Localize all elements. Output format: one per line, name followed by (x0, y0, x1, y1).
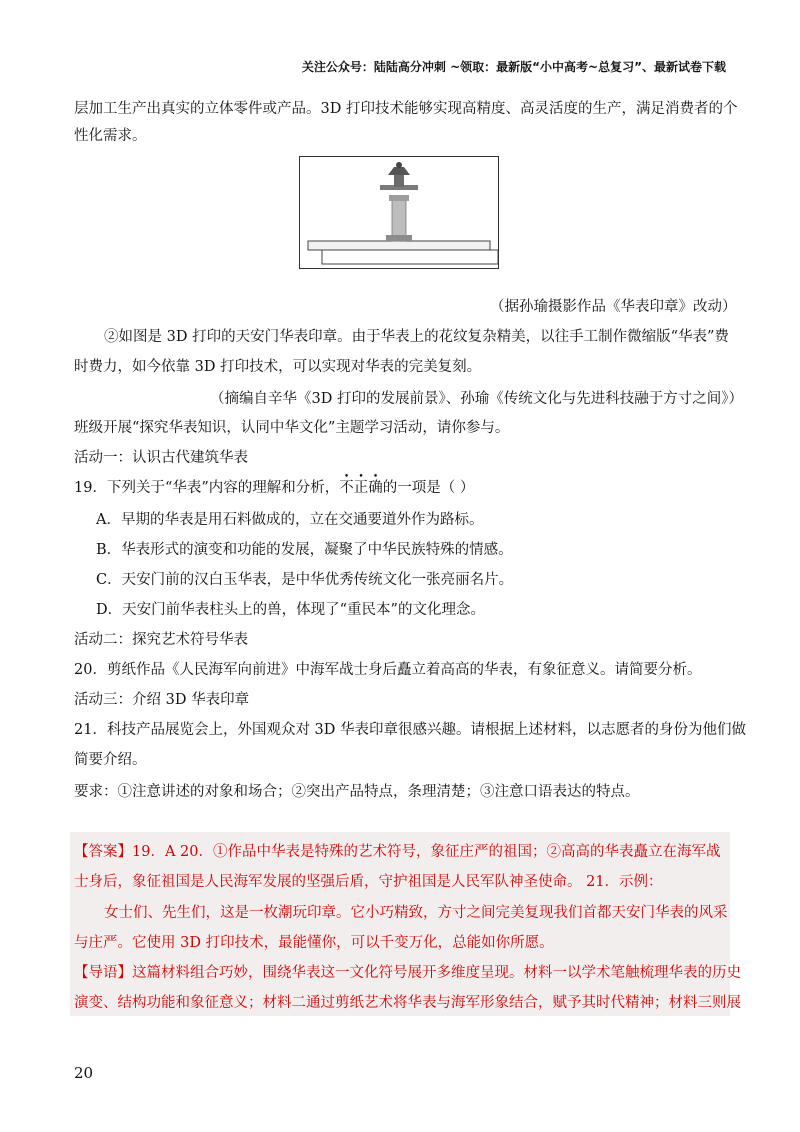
option-b: B．华表形式的演变和功能的发展，凝聚了中华民族特殊的情感。 (96, 542, 513, 558)
option-c: C．天安门前的汉白玉华表，是中华优秀传统文化一张亮丽名片。 (96, 572, 514, 588)
huabiao-seal-figure (299, 156, 499, 269)
option-a: A．早期的华表是用石料做成的，立在交通要道外作为路标。 (96, 512, 484, 528)
guide-line: 演变、结构功能和象征意义；材料二通过剪纸艺术将华表与海军形象结合，赋予其时代精神；材料三则展 (74, 995, 741, 1011)
page-header: 关注公众号：陆陆高分冲刺 ~领取：最新版“小中高考~总复习”、最新试卷下载 (301, 60, 726, 74)
huabiao-seal-image (300, 157, 498, 268)
body-text-line: 性化需求。 (74, 128, 147, 144)
figure-caption: （据孙瑜摄影作品《华表印章》改动） (490, 299, 737, 315)
answer-line: 【答案】19．A 20．①作品中华表是特殊的艺术符号，象征庄严的祖国；②高高的华表矗立在海军战 (74, 844, 721, 860)
option-d: D．天安门前华表柱头上的兽，体现了“重民本”的文化理念。 (96, 602, 485, 618)
question-19 (74, 478, 474, 498)
activity-intro: 班级开展“探究华表知识，认同中华文化”主题学习活动，请你参与。 (74, 420, 510, 436)
question-21-cont: 简要介绍。 (74, 752, 147, 768)
page-number: 20 (74, 1064, 94, 1082)
body-text-line: ②如图是 3D 打印的天安门华表印章。由于华表上的花纹复杂精美，以往手工制作微缩版“华表”费 (104, 329, 729, 345)
activity-heading: 活动一：认识古代建筑华表 (74, 450, 248, 466)
question-stem: 19．下列关于“华表”内容的理解和分析， (74, 480, 340, 496)
activity-heading: 活动二：探究艺术符号华表 (74, 632, 248, 648)
body-text-line: 层加工生产出真实的立体零件或产品。3D 打印技术能够实现高精度、高灵活度的生产，满足消费者的个 (74, 101, 738, 117)
requirements: 要求：①注意讲述的对象和场合；②突出产品特点，条理清楚；③注意口语表达的特点。 (74, 784, 640, 800)
emphasis-char: 确 (368, 480, 383, 496)
emphasis-char: 正 (353, 480, 369, 496)
emphasis-char: 不 (339, 480, 354, 496)
question-20: 20．剪纸作品《人民海军向前进》中海军战士身后矗立着高高的华表，有象征意义。请简要分析。 (74, 662, 702, 678)
answer-line: 士身后，象征祖国是人民海军发展的坚强后盾，守护祖国是人民军队神圣使命。 21．示例： (74, 874, 663, 890)
source-citation: （摘编自辛华《3D 打印的发展前景》、孙瑜《传统文化与先进科技融于方寸之间》） (210, 391, 743, 407)
body-text-line: 时费力，如今依靠 3D 打印技术，可以实现对华表的完美复刻。 (74, 359, 482, 375)
activity-heading: 活动三：介绍 3D 华表印章 (74, 692, 250, 708)
guide-line: 【导语】这篇材料组合巧妙，围绕华表这一文化符号展开多维度呈现。材料一以学术笔触梳理华表的历史 (74, 965, 741, 981)
question-stem-end: 的一项是（ ） (382, 480, 475, 496)
answer-line: 与庄严。它使用 3D 打印技术，最能懂你，可以千变万化，总能如你所愿。 (74, 935, 554, 951)
question-21: 21．科技产品展览会上，外国观众对 3D 华表印章很感兴趣。请根据上述材料，以志愿者的身份为他们做 (74, 722, 747, 738)
answer-line: 女士们、先生们，这是一枚潮玩印章。它小巧精致，方寸之间完美复现我们首都天安门华表的风采 (104, 905, 728, 921)
